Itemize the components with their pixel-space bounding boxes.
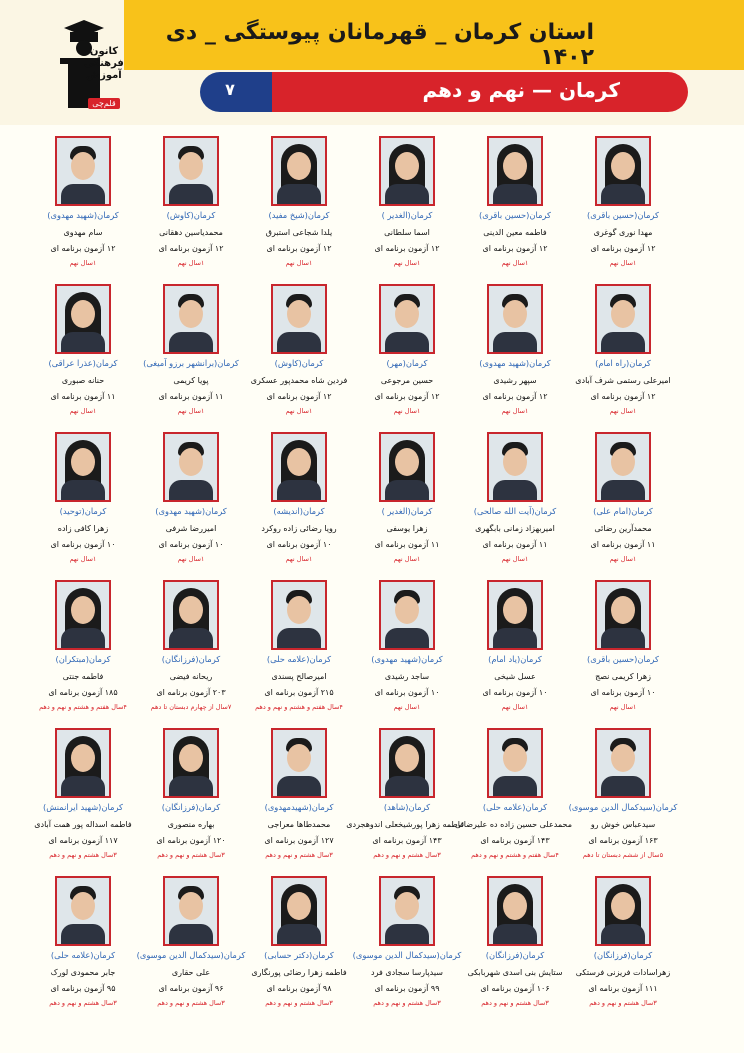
student-name: محمدعلی حسین زاده ده علیرضائی (454, 820, 572, 829)
test-count: ۱۲ آزمون برنامه ای (482, 244, 548, 253)
logo-tag: قلم‌چی (88, 98, 120, 109)
page-number: ۷ (225, 80, 235, 99)
logo-line-2: فرهنگی (84, 58, 124, 69)
student-photo (55, 728, 111, 798)
test-count: ۱۰ آزمون برنامه ای (590, 688, 656, 697)
student-photo (487, 728, 543, 798)
years-label: ۳سال هشتم و نهم و دهم (481, 999, 549, 1007)
student-photo (163, 876, 219, 946)
years-label: ۱سال نهم (285, 555, 313, 563)
years-label: ۱سال نهم (285, 259, 313, 267)
logo-line-3: آموزش (86, 70, 122, 81)
student-card (566, 136, 680, 267)
school-name: کرمان(یاد امام) (488, 654, 542, 664)
student-card (242, 284, 356, 415)
student-card (26, 728, 140, 859)
test-count: ۲۰۳ آزمون برنامه ای (156, 688, 226, 697)
student-card (134, 728, 248, 859)
years-label: ۱سال نهم (177, 259, 205, 267)
school-name: کرمان(الغدیر ) (381, 506, 433, 516)
school-name: کرمان(شیخ مفید) (268, 210, 330, 220)
test-count: ۹۵ آزمون برنامه ای (50, 984, 116, 993)
years-label: ۳سال هشتم و نهم و دهم (265, 999, 333, 1007)
years-label: ۱سال نهم (69, 407, 97, 415)
school-name: کرمان(دکتر حسابی) (264, 950, 334, 960)
student-photo (595, 284, 651, 354)
student-card (242, 580, 356, 711)
student-photo (271, 876, 327, 946)
school-name: کرمان(علامه حلی) (266, 654, 332, 664)
school-name: کرمان(آیت الله صالحی) (473, 506, 557, 516)
student-photo (55, 432, 111, 502)
student-name: امیرصالح پسندی (271, 672, 327, 681)
years-label: ۱سال نهم (609, 259, 637, 267)
student-card (134, 876, 248, 1007)
test-count: ۲۱۵ آزمون برنامه ای (264, 688, 334, 697)
student-photo (271, 580, 327, 650)
student-name: محمدآرین رضائی (594, 524, 652, 533)
student-name: رویا رضائی زاده روکرد (261, 524, 337, 533)
student-name: امیررضا شرفی (165, 524, 217, 533)
student-name: ستایش بنی اسدی شهربابکی (467, 968, 563, 977)
student-card (458, 580, 572, 711)
student-name: محمدطاها معراجی (267, 820, 331, 829)
student-card (242, 876, 356, 1007)
years-label: ۳سال هشتم و نهم و دهم (49, 999, 117, 1007)
student-name: علی حقاری (171, 968, 211, 977)
student-name: زهرا کریمی نصج (595, 672, 651, 681)
test-count: ۱۲ آزمون برنامه ای (590, 392, 656, 401)
years-label: ۴سال هفتم و هشتم و نهم و دهم (471, 851, 559, 859)
years-label: ۱سال نهم (501, 555, 529, 563)
student-card (242, 728, 356, 859)
student-card (350, 284, 464, 415)
page-header (0, 0, 744, 125)
school-name: کرمان(مبتکران) (55, 654, 111, 664)
years-label: ۳سال هشتم و نهم و دهم (373, 999, 441, 1007)
student-card (346, 728, 464, 859)
student-card (134, 136, 248, 267)
years-label: ۱سال نهم (69, 555, 97, 563)
test-count: ۱۲ آزمون برنامه ای (266, 244, 332, 253)
school-name: کرمان(سیدکمال الدین موسوی) (568, 802, 678, 812)
student-name: یلدا شجاعی استبرق (265, 228, 333, 237)
student-card (350, 136, 464, 267)
years-label: ۳سال هشتم و نهم و دهم (589, 999, 657, 1007)
student-name: بهاره منصوری (167, 820, 215, 829)
school-name: کرمان(حسین باقری) (479, 210, 551, 220)
student-name: فاطمه زهرا رضائی پورنگاری (251, 968, 347, 977)
school-name: کرمان(عذرا عراقی) (48, 358, 118, 368)
years-label: ۱سال نهم (177, 407, 205, 415)
student-card (26, 876, 140, 1007)
test-count: ۱۱ آزمون برنامه ای (374, 540, 440, 549)
school-name: کرمان(برانشهر برزو آمیغی) (143, 358, 239, 368)
school-name: کرمان(فرزانگان) (161, 654, 221, 664)
test-count: ۱۲ آزمون برنامه ای (374, 392, 440, 401)
student-photo (55, 136, 111, 206)
student-photo (595, 728, 651, 798)
student-name: فاطمه معین الدینی (483, 228, 547, 237)
student-card (26, 284, 140, 415)
school-name: کرمان(حسین باقری) (587, 210, 659, 220)
test-count: ۱۲ آزمون برنامه ای (590, 244, 656, 253)
student-name: سام مهدوی (63, 228, 103, 237)
years-label: ۱سال نهم (393, 259, 421, 267)
test-count: ۱۰ آزمون برنامه ای (482, 688, 548, 697)
years-label: ۱سال نهم (609, 703, 637, 711)
school-name: کرمان(فرزانگان) (593, 950, 653, 960)
test-count: ۱۶۳ آزمون برنامه ای (588, 836, 658, 845)
school-name: کرمان(شاهد) (383, 802, 431, 812)
years-label: ۱سال نهم (393, 407, 421, 415)
test-count: ۱۴۳ آزمون برنامه ای (480, 836, 550, 845)
student-photo (163, 580, 219, 650)
student-photo (379, 284, 435, 354)
test-count: ۱۲۷ آزمون برنامه ای (264, 836, 334, 845)
logo-text (84, 46, 124, 82)
student-photo (271, 284, 327, 354)
test-count: ۱۰ آزمون برنامه ای (158, 540, 224, 549)
student-card (242, 136, 356, 267)
school-name: کرمان(الغدیر ) (381, 210, 433, 220)
years-label: ۱سال نهم (609, 555, 637, 563)
student-name: اسما سلطانی (384, 228, 430, 237)
page-title: استان کرمان _ قهرمانان پیوستگی _ دی ۱۴۰۲ (165, 20, 594, 70)
student-name: عسل شیخی (494, 672, 536, 681)
test-count: ۱۱۱ آزمون برنامه ای (588, 984, 658, 993)
school-name: کرمان(امام علی) (593, 506, 653, 516)
years-label: ۳سال هشتم و نهم و دهم (265, 851, 333, 859)
school-name: کرمان(شهیدمهدوی) (264, 802, 334, 812)
student-card (350, 432, 464, 563)
student-name: سیدپارسا سجادی فرد (371, 968, 443, 977)
student-photo (595, 876, 651, 946)
test-count: ۱۸۵ آزمون برنامه ای (48, 688, 118, 697)
school-name: کرمان(شهید مهدوی) (155, 506, 227, 516)
student-card (134, 580, 248, 711)
test-count: ۱۴۳ آزمون برنامه ای (372, 836, 442, 845)
student-card (566, 580, 680, 711)
student-photo (55, 580, 111, 650)
student-photo (271, 728, 327, 798)
test-count: ۹۶ آزمون برنامه ای (158, 984, 224, 993)
student-name: فاطمه اسداله پور همت آبادی (34, 820, 132, 829)
student-card (242, 432, 356, 563)
test-count: ۱۱ آزمون برنامه ای (482, 540, 548, 549)
student-name: فردین شاه محمدپور عسکری (250, 376, 348, 385)
school-name: کرمان(مهر) (386, 358, 428, 368)
test-count: ۱۱۷ آزمون برنامه ای (48, 836, 118, 845)
student-card (134, 432, 248, 563)
student-card (26, 580, 140, 711)
student-name: پویا کریمی (173, 376, 209, 385)
student-card (458, 284, 572, 415)
student-photo (487, 136, 543, 206)
student-photo (163, 728, 219, 798)
school-name: کرمان(اندیشه) (273, 506, 325, 516)
student-photo (379, 876, 435, 946)
student-photo (379, 136, 435, 206)
student-photo (163, 284, 219, 354)
student-photo (487, 580, 543, 650)
test-count: ۱۲ آزمون برنامه ای (50, 244, 116, 253)
student-photo (595, 136, 651, 206)
test-count: ۱۲ آزمون برنامه ای (158, 244, 224, 253)
test-count: ۱۲ آزمون برنامه ای (482, 392, 548, 401)
student-name: محمدیاسین دهقانی (159, 228, 223, 237)
student-name: ساجد رشیدی (384, 672, 430, 681)
student-photo (55, 284, 111, 354)
years-label: ۳سال هشتم و نهم و دهم (373, 851, 441, 859)
student-name: جابر محمودی لورک (50, 968, 116, 977)
student-card (458, 136, 572, 267)
school-name: کرمان(توحید) (59, 506, 107, 516)
school-name: کرمان(فرزانگان) (161, 802, 221, 812)
student-name: زهراسادات فریزنی فرستکی (575, 968, 671, 977)
years-label: ۱سال نهم (177, 555, 205, 563)
test-count: ۱۱ آزمون برنامه ای (590, 540, 656, 549)
page-subtitle: کرمان — نهم و دهم (422, 78, 620, 102)
student-card (26, 136, 140, 267)
school-name: کرمان(شهید ایرانمنش) (42, 802, 124, 812)
student-card (566, 876, 680, 1007)
years-label: ۴سال هفتم و هشتم و نهم و دهم (39, 703, 127, 711)
school-name: کرمان(سیدکمال الدین موسوی) (352, 950, 462, 960)
years-label: ۳سال هشتم و نهم و دهم (49, 851, 117, 859)
test-count: ۱۲۰ آزمون برنامه ای (156, 836, 226, 845)
student-card (566, 284, 680, 415)
school-name: کرمان(راه امام) (595, 358, 651, 368)
student-photo (163, 432, 219, 502)
years-label: ۵سال از ششم دبستان تا دهم (582, 851, 664, 859)
test-count: ۱۰ آزمون برنامه ای (266, 540, 332, 549)
school-name: کرمان(شهید مهدوی) (479, 358, 551, 368)
school-name: کرمان(سیدکمال الدین موسوی) (136, 950, 246, 960)
student-photo (487, 432, 543, 502)
student-card (134, 284, 248, 415)
student-name: زهرا یوسفی (386, 524, 428, 533)
student-name: سپهر رشیدی (493, 376, 537, 385)
test-count: ۱۱ آزمون برنامه ای (158, 392, 224, 401)
years-label: ۱سال نهم (285, 407, 313, 415)
school-name: کرمان(کاوش) (274, 358, 324, 368)
test-count: ۱۰ آزمون برنامه ای (50, 540, 116, 549)
years-label: ۱سال نهم (501, 259, 529, 267)
years-label: ۴سال هفتم و هشتم و نهم و دهم (255, 703, 343, 711)
years-label: ۱سال نهم (69, 259, 97, 267)
student-photo (163, 136, 219, 206)
school-name: کرمان(فرزانگان) (485, 950, 545, 960)
years-label: ۳سال هشتم و نهم و دهم (157, 999, 225, 1007)
student-name: ریحانه فیضی (169, 672, 213, 681)
student-name: حسین مرجوعی (380, 376, 434, 385)
school-name: کرمان(علامه حلی) (50, 950, 116, 960)
years-label: ۱سال نهم (501, 407, 529, 415)
student-card (566, 432, 680, 563)
test-count: ۱۲ آزمون برنامه ای (266, 392, 332, 401)
years-label: ۱سال نهم (393, 703, 421, 711)
logo-line-1: کانون (89, 46, 119, 57)
student-name: زهرا کافی زاده (57, 524, 109, 533)
student-photo (379, 728, 435, 798)
student-card (350, 876, 464, 1007)
school-name: کرمان(شهید مهدوی) (47, 210, 119, 220)
student-card (454, 728, 572, 859)
student-card (350, 580, 464, 711)
test-count: ۹۸ آزمون برنامه ای (266, 984, 332, 993)
student-name: امیرعلی رستمی شرف آبادی (575, 376, 671, 385)
years-label: ۳سال هشتم و نهم و دهم (157, 851, 225, 859)
student-photo (271, 136, 327, 206)
years-label: ۱سال نهم (501, 703, 529, 711)
student-card (458, 432, 572, 563)
student-name: امیربهزاد زمانی بابگهری (475, 524, 555, 533)
student-photo (595, 580, 651, 650)
student-name: مهدا نوری گوغری (593, 228, 653, 237)
student-card (26, 432, 140, 563)
student-card (458, 876, 572, 1007)
years-label: ۱سال نهم (393, 555, 421, 563)
student-name: فاطمه جنتی (62, 672, 104, 681)
student-photo (379, 580, 435, 650)
student-photo (55, 876, 111, 946)
school-name: کرمان(علامه حلی) (482, 802, 548, 812)
years-label: ۱سال نهم (609, 407, 637, 415)
test-count: ۱۲ آزمون برنامه ای (374, 244, 440, 253)
student-photo (487, 876, 543, 946)
test-count: ۱۰۶ آزمون برنامه ای (480, 984, 550, 993)
years-label: ۷سال از چهارم دبستان تا دهم (150, 703, 232, 711)
student-card (566, 728, 680, 859)
test-count: ۱۱ آزمون برنامه ای (50, 392, 116, 401)
school-name: کرمان(شهید مهدوی) (371, 654, 443, 664)
student-name: سیدعباس خوش رو (590, 820, 656, 829)
student-name: حنانه صبوری (61, 376, 105, 385)
student-photo (271, 432, 327, 502)
student-name: فاطمه زهرا پورشیخعلی اندوهجردی (346, 820, 464, 829)
test-count: ۹۹ آزمون برنامه ای (374, 984, 440, 993)
student-photo (595, 432, 651, 502)
student-photo (487, 284, 543, 354)
student-photo (379, 432, 435, 502)
school-name: کرمان(حسین باقری) (587, 654, 659, 664)
test-count: ۱۰ آزمون برنامه ای (374, 688, 440, 697)
school-name: کرمان(کاوش) (166, 210, 216, 220)
